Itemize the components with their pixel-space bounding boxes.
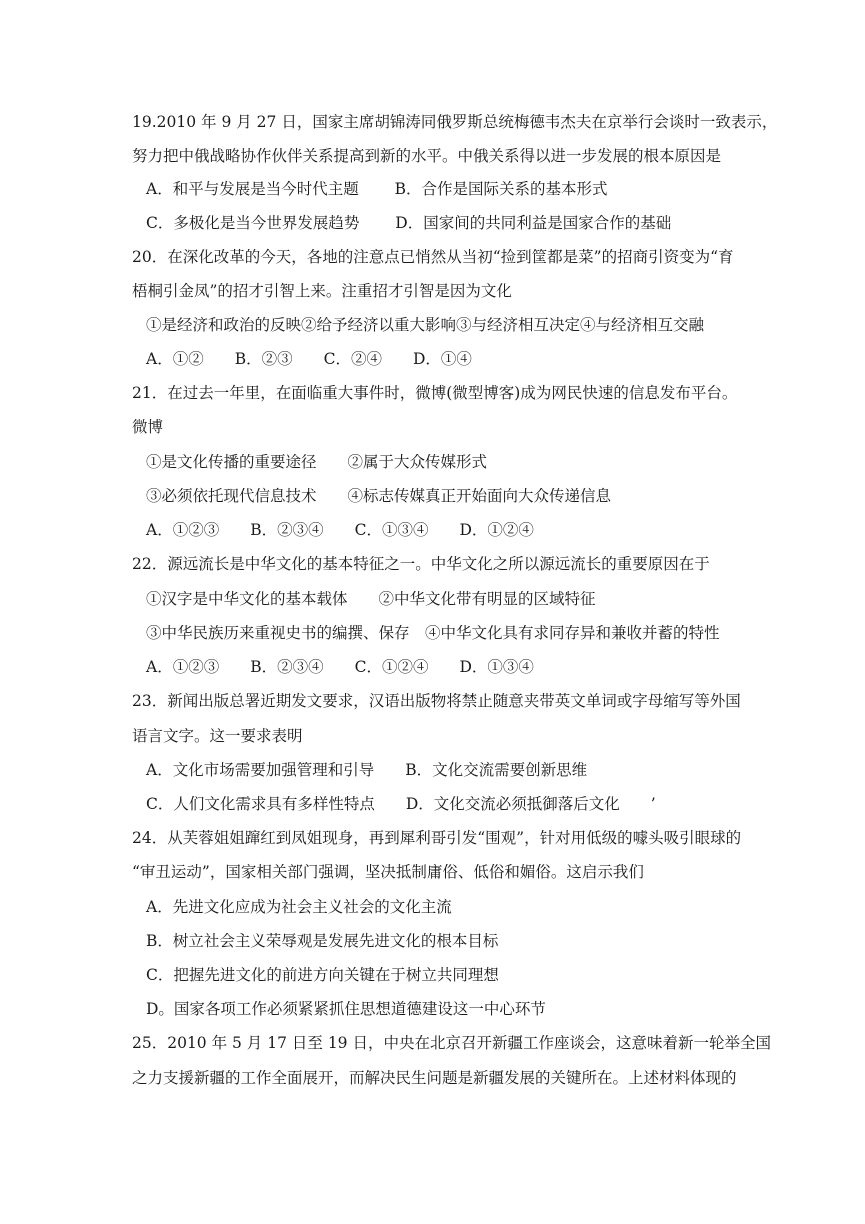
question-20-items: ①是经济和政治的反映②给予经济以重大影响③与经济相互决定④与经济相互交融 [146,316,705,334]
question-22-items-2: ③中华民族历来重视史书的编撰、保存 ④中华文化具有求同存异和兼收并蓄的特性 [146,624,720,642]
question-19-options-ab: A．和平与发展是当今时代主题 B．合作是国际关系的基本形式 [146,180,608,198]
question-24-option-c: C．把握先进文化的前进方向关键在于树立共同理想 [146,966,499,984]
question-22-items-1: ①汉字是中华文化的基本载体 ②中华文化带有明显的区域特征 [146,590,596,608]
question-19-stem-line-2: 努力把中俄战略协作伙伴关系提高到新的水平。中俄关系得以进一步发展的根本原因是 [132,147,722,165]
question-20-stem-line-2: 梧桐引金凤”的招才引智上来。注重招才引智是因为文化 [132,282,512,300]
question-19-stem-line-1: 19.2010 年 9 月 27 日，国家主席胡锦涛同俄罗斯总统梅德韦杰夫在京举行会谈时一致表示， [132,113,778,131]
question-20-stem-line-1: 20．在深化改革的今天，各地的注意点已悄然从当初“捡到筐都是菜”的招商引资变为“育 [132,248,734,266]
question-24-stem-line-1: 24．从芙蓉姐姐蹿红到凤姐现身，再到犀利哥引发“围观”，针对用低级的噱头吸引眼球的 [132,829,742,847]
question-25-stem-line-1: 25．2010 年 5 月 17 日至 19 日，中央在北京召开新疆工作座谈会，这意味着新一轮举全国 [132,1034,771,1052]
question-25-stem-line-2: 之力支援新疆的工作全面展开，而解决民生问题是新疆发展的关键所在。上述材料体现的 [132,1069,737,1087]
question-19-options-cd: C．多极化是当今世界发展趋势 D．国家间的共同利益是国家合作的基础 [146,214,672,232]
question-23-options-ab: A．文化市场需要加强管理和引导 B．文化交流需要创新思维 [146,761,588,779]
question-23-options-cd: C．人们文化需求具有多样性特点 D．文化交流必须抵御落后文化 ’ [146,795,656,813]
question-23-stem-line-1: 23．新闻出版总署近期发文要求，汉语出版物将禁止随意夹带英文单词或字母缩写等外国 [132,692,741,710]
question-24-option-b: B．树立社会主义荣辱观是发展先进文化的根本目标 [146,932,499,950]
question-24-stem-line-2: “审丑运动”，国家相关部门强调，坚决抵制庸俗、低俗和媚俗。这启示我们 [132,863,644,881]
question-21-stem-line-1: 21．在过去一年里，在面临重大事件时，微博(微型博客)成为网民快速的信息发布平台。 [132,384,738,402]
question-24-option-d: D。国家各项工作必须紧紧抓住思想道德建设这一中心环节 [146,1000,546,1018]
question-22-stem: 22．源远流长是中华文化的基本特征之一。中华文化之所以源远流长的重要原因在于 [132,555,710,573]
question-21-items-1: ①是文化传播的重要途径 ②属于大众传媒形式 [146,453,488,471]
question-22-options: A．①②③ B．②③④ C．①②④ D．①③④ [146,658,534,676]
question-20-options: A．①② B．②③ C．②④ D．①④ [146,350,472,368]
question-24-option-a: A．先进文化应成为社会主义社会的文化主流 [146,898,452,916]
question-23-stem-line-2: 语言文字。这一要求表明 [132,727,303,745]
question-21-options: A．①②③ B．②③④ C．①③④ D．①②④ [146,521,534,539]
question-21-items-2: ③必须依托现代信息技术 ④标志传媒真正开始面向大众传递信息 [146,487,612,505]
question-21-stem-line-2: 微博 [132,418,164,436]
